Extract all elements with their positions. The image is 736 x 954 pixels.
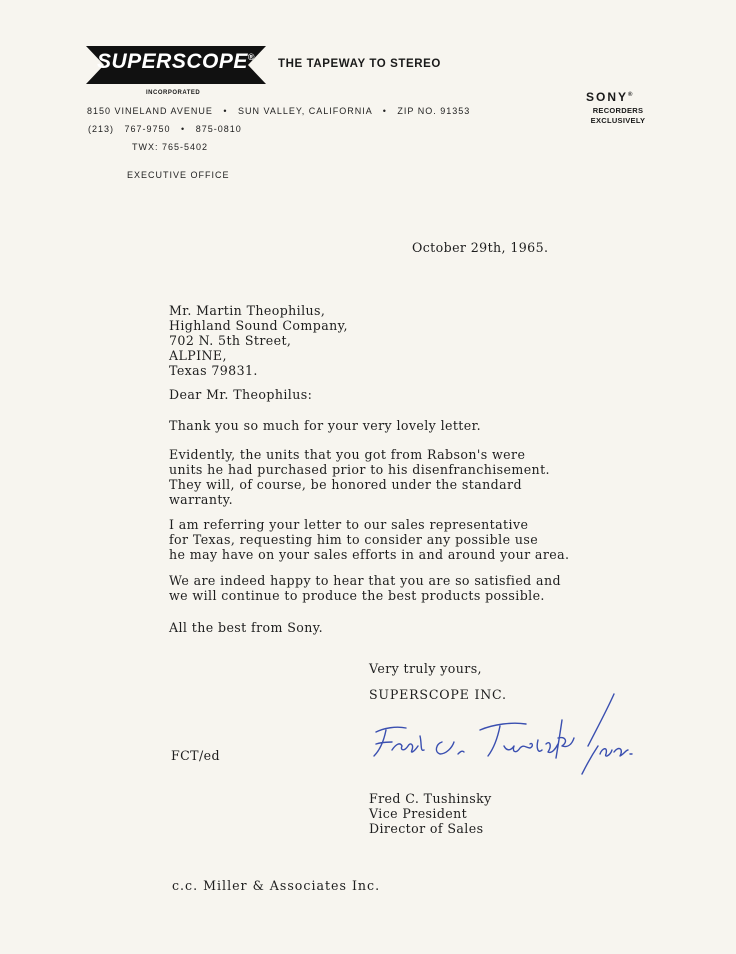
letter-date: October 29th, 1965. <box>412 240 549 255</box>
registered-mark: ® <box>247 52 255 62</box>
paragraph-line: he may have on your sales efforts in and around your area. <box>169 547 570 562</box>
executive-office-label: EXECUTIVE OFFICE <box>127 170 230 180</box>
paragraph-line: They will, of course, be honored under the standard <box>169 477 522 492</box>
superscope-logo <box>86 50 266 74</box>
signer-title: Vice President <box>369 806 468 821</box>
paragraph-line: We are indeed happy to hear that you are so satisfied and <box>169 573 561 588</box>
paragraph-line: for Texas, requesting him to consider any possible use <box>169 532 539 547</box>
recipient-line: 702 N. 5th Street, <box>169 333 292 348</box>
paragraph-line: Thank you so much for your very lovely letter. <box>169 418 482 433</box>
paragraph-line: we will continue to produce the best products possible. <box>169 588 545 603</box>
company-signature-line: SUPERSCOPE INC. <box>369 687 507 702</box>
body-paragraph <box>169 573 561 603</box>
address-line: 8150 VINELAND AVENUE • SUN VALLEY, CALIFORNIA • ZIP NO. 91353 <box>87 106 471 116</box>
recipient-line: Mr. Martin Theophilus, <box>169 303 326 318</box>
recipient-address <box>169 303 348 378</box>
recipient-line: Highland Sound Company, <box>169 318 348 333</box>
sony-recorders-label: RECORDERS <box>592 106 644 115</box>
tagline: THE TAPEWAY TO STEREO <box>278 58 441 70</box>
paragraph-line: All the best from Sony. <box>169 620 323 635</box>
sony-brand: SONY <box>586 90 629 104</box>
sony-exclusively-label: EXCLUSIVELY <box>590 116 646 125</box>
typist-initials: FCT/ed <box>171 748 220 763</box>
salutation: Dear Mr. Theophilus: <box>169 387 313 402</box>
signer-name: Fred C. Tushinsky <box>369 791 492 806</box>
handwritten-signature <box>362 690 642 780</box>
body-paragraph <box>169 447 550 507</box>
phone-line: (213) 767-9750 • 875-0810 <box>88 124 242 134</box>
paragraph-line: I am referring your letter to our sales representative <box>169 517 529 532</box>
carbon-copy-line: c.c. Miller & Associates Inc. <box>172 878 381 893</box>
sony-logo <box>586 90 632 104</box>
signer-title: Director of Sales <box>369 821 484 836</box>
body-paragraph <box>169 517 569 562</box>
paragraph-line: units he had purchased prior to his disenfranchisement. <box>169 462 550 477</box>
signer-block <box>369 791 492 836</box>
logo-text: SUPERSCOPE <box>96 50 248 73</box>
paragraph-line: warranty. <box>169 492 234 507</box>
sony-registered-mark: ® <box>628 92 633 98</box>
body-paragraph <box>169 620 323 635</box>
body-paragraph <box>169 418 481 433</box>
recipient-line: ALPINE, <box>169 348 227 363</box>
closing: Very truly yours, <box>369 661 482 676</box>
twx-line: TWX: 765-5402 <box>132 142 209 152</box>
recipient-line: Texas 79831. <box>169 363 258 378</box>
paragraph-line: Evidently, the units that you got from Rabson's were <box>169 447 526 462</box>
incorporated-label: INCORPORATED <box>146 90 201 96</box>
